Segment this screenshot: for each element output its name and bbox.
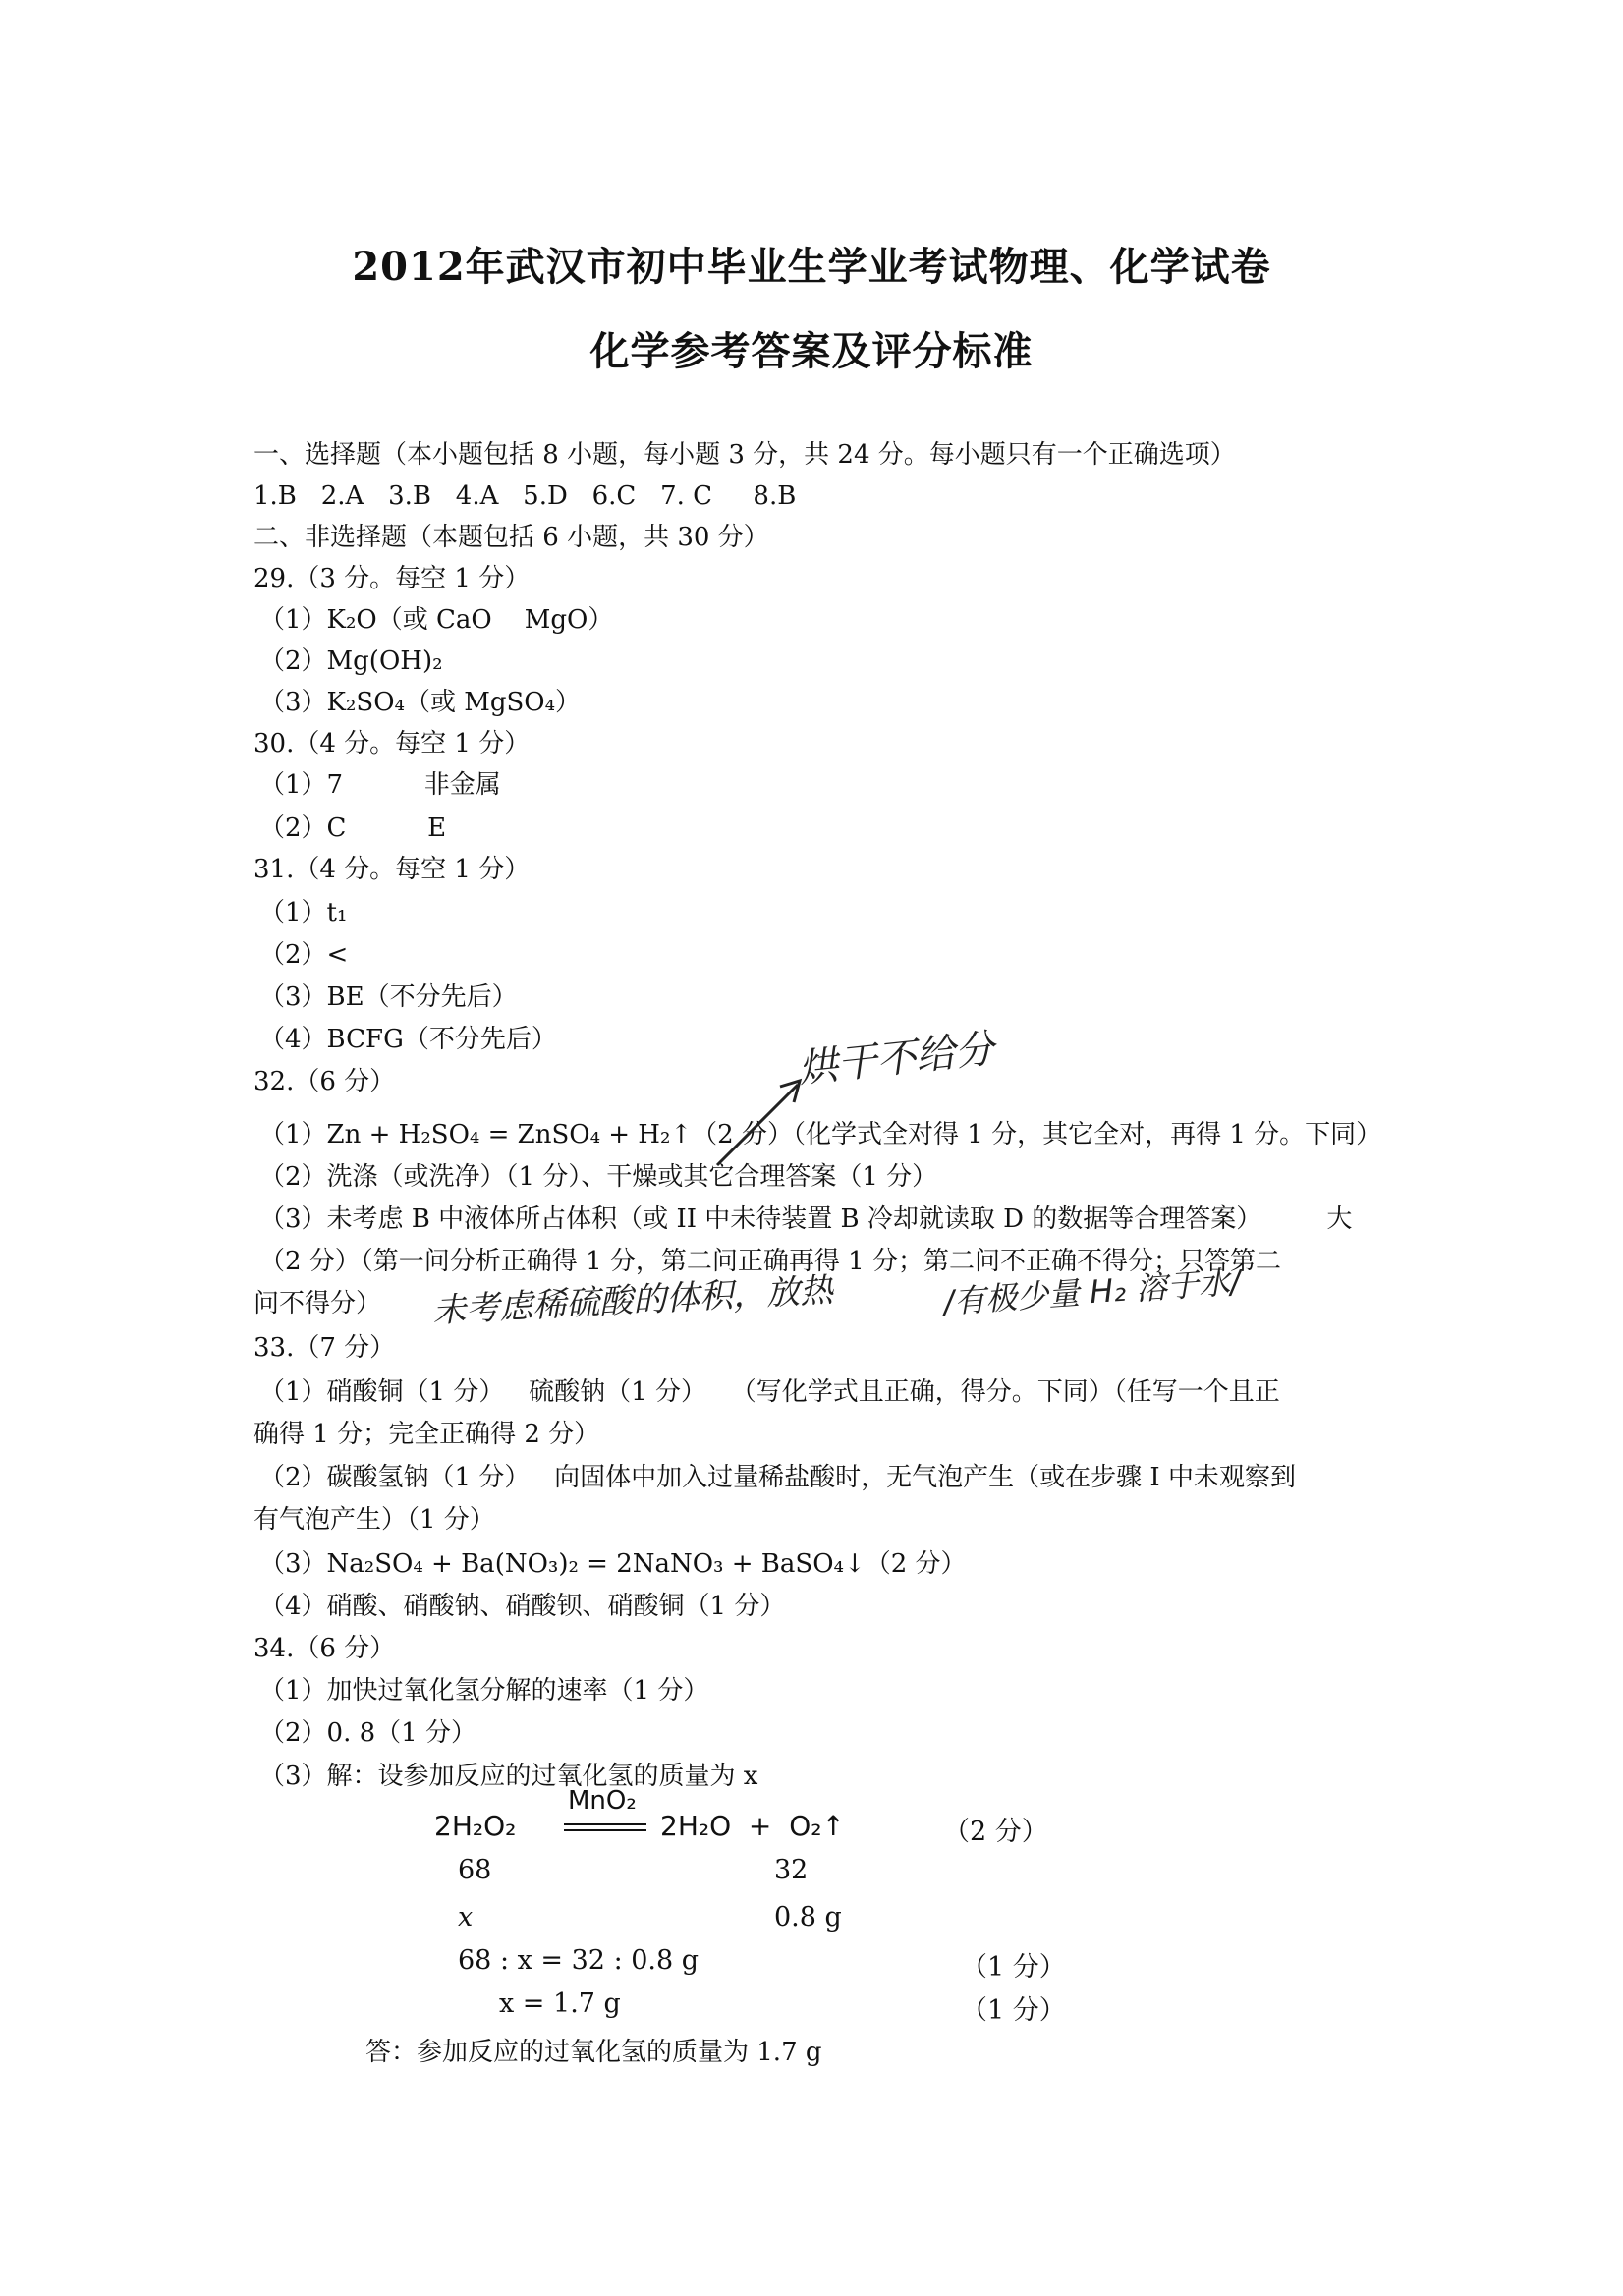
q33-answer-1-cont: 确得 1 分；完全正确得 2 分） [253, 1420, 600, 1449]
equation-reactant: 2H₂O₂ [434, 1810, 517, 1842]
q30-answer-2: （2）C E [259, 813, 447, 843]
final-answer: 答：参加反应的过氧化氢的质量为 1.7 g [365, 2038, 822, 2067]
q31-answer-2: （2）< [259, 940, 349, 970]
handwritten-note-dry: 烘干不给分 [796, 1026, 997, 1092]
q33-answer-4: （4）硝酸、硝酸钠、硝酸钡、硝酸铜（1 分） [259, 1592, 786, 1621]
q32-answer-3-cont: （2 分）（第一问分析正确得 1 分，第二问正确再得 1 分；第二问不正确不得分；只答第二 [259, 1247, 1281, 1276]
mass-right: 0.8 g [774, 1902, 842, 1932]
q34-answer-2: （2）0. 8（1 分） [259, 1718, 476, 1748]
q32-answer-1: （1）Zn + H₂SO₄ = ZnSO₄ + H₂↑（2 分）（化学式全对得 1 分，其它全对，再得 1 分。下同） [259, 1120, 1382, 1149]
q31-answer-4: （4）BCFG（不分先后） [259, 1025, 557, 1054]
document-title: 2012年武汉市初中毕业生学业考试物理、化学试卷 [352, 244, 1271, 290]
q31-answer-3: （3）BE（不分先后） [259, 982, 518, 1012]
choice-answers: 1.B 2.A 3.B 4.A 5.D 6.C 7. C 8.B [253, 481, 797, 511]
ratio-score: （1 分） [961, 1952, 1066, 1983]
q34-answer-3: （3）解：设参加反应的过氧化氢的质量为 x [259, 1762, 758, 1791]
molar-mass-right: 32 [774, 1855, 809, 1885]
equation-products: 2H₂O + O₂↑ [660, 1810, 845, 1842]
q32-answer-2: （2）洗涤（或洗净）（1 分）、干燥或其它合理答案（1 分） [259, 1162, 938, 1192]
section-2-heading: 二、非选择题（本题包括 6 小题，共 30 分） [253, 523, 769, 552]
handwritten-arrow [707, 1067, 815, 1175]
q29-answer-1: （1）K₂O（或 CaO MgO） [259, 605, 614, 635]
q31-heading: 31.（4 分。每空 1 分） [253, 855, 531, 884]
result-score: （1 分） [961, 1995, 1066, 2026]
q33-answer-2-cont: 有气泡产生）（1 分） [253, 1505, 495, 1535]
equation-condition-bar [564, 1823, 646, 1825]
q32-answer-3: （3）未考虑 B 中液体所占体积（或 II 中未待装置 B 冷却就读取 D 的数据等合理答案） 大 [259, 1204, 1353, 1234]
handwritten-note-hydrogen: /有极少量 H₂ 溶于水/ [942, 1262, 1242, 1321]
q29-heading: 29.（3 分。每空 1 分） [253, 564, 531, 593]
equation-catalyst: MnO₂ [568, 1786, 637, 1816]
q33-answer-1: （1）硝酸铜（1 分） 硫酸钠（1 分） （写化学式且正确，得分。下同）（任写一个且正 [259, 1377, 1280, 1407]
document-subtitle: 化学参考答案及评分标准 [589, 328, 1034, 374]
equation-score: （2 分） [943, 1817, 1048, 1847]
q29-answer-3: （3）K₂SO₄（或 MgSO₄） [259, 688, 582, 717]
section-1-heading: 一、选择题（本小题包括 8 小题，每小题 3 分，共 24 分。每小题只有一个正确选项） [253, 440, 1236, 470]
result-line: x = 1.7 g [499, 1988, 621, 2019]
q30-answer-1: （1）7 非金属 [259, 770, 501, 800]
q32-heading: 32.（6 分） [253, 1067, 396, 1096]
equation-condition-bar-2 [564, 1829, 646, 1831]
molar-mass-left: 68 [458, 1855, 492, 1885]
ratio-line: 68 : x = 32 : 0.8 g [458, 1945, 700, 1976]
handwritten-note-volume: 未考虑稀硫酸的体积，放热 [431, 1270, 834, 1331]
q33-answer-3: （3）Na₂SO₄ + Ba(NO₃)₂ = 2NaNO₃ + BaSO₄↓（2 分） [259, 1549, 967, 1579]
q33-answer-2: （2）碳酸氢钠（1 分） 向固体中加入过量稀盐酸时，无气泡产生（或在步骤 I 中未观察到 [259, 1463, 1296, 1492]
unknown-left: x [458, 1902, 474, 1932]
q29-answer-2: （2）Mg(OH)₂ [259, 646, 443, 676]
q30-heading: 30.（4 分。每空 1 分） [253, 729, 531, 758]
q32-answer-3-end: 问不得分） [253, 1289, 382, 1318]
q34-answer-1: （1）加快过氧化氢分解的速率（1 分） [259, 1676, 709, 1706]
q33-heading: 33.（7 分） [253, 1333, 396, 1363]
q34-heading: 34.（6 分） [253, 1634, 396, 1663]
q31-answer-1: （1）t₁ [259, 898, 348, 927]
